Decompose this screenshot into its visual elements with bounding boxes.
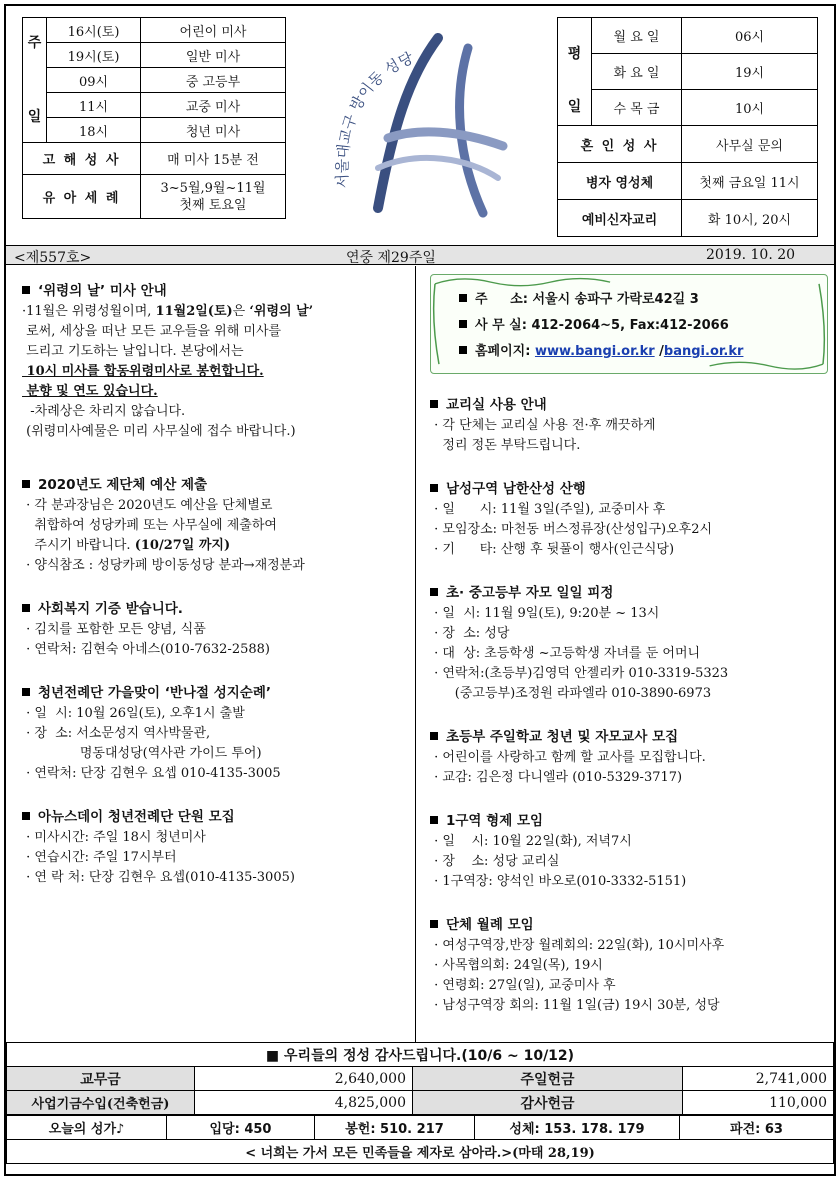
notice-line: · 1구역장: 양석인 바오로(010-3332-5151) (430, 874, 687, 889)
notice-line: · 김치를 포함한 모든 양념, 식품 (22, 622, 206, 637)
weekday-time: 06시 (682, 18, 818, 54)
notice-title: 청년전례단 가을맞이 ‘반나절 성지순례’ (22, 682, 407, 704)
catechism-label: 예비신자교리 (558, 200, 682, 237)
issue-bar (6, 245, 834, 265)
notice-line: 명동대성당(역사관 가이드 투어) (22, 746, 262, 761)
baptism-value (141, 175, 286, 219)
notice-all-souls (22, 280, 407, 442)
marriage-value: 사무실 문의 (682, 126, 818, 163)
baptism-label: 유 아 세 례 (23, 175, 141, 219)
notice-line: · 일 시: 10월 26일(토), 오후1시 출발 (22, 706, 245, 721)
notice-line: 10시 미사를 합동위령미사로 봉헌합니다. (22, 364, 264, 379)
contact-web: 홈페이지: www.bangi.or.kr /bangi.or.kr (459, 339, 817, 365)
notice-title: 단체 월례 모임 (430, 914, 828, 936)
notice-line: · 기 타: 산행 후 뒷풀이 행사(인근식당) (430, 542, 675, 557)
offering-label: 사업기금수입(건축헌금) (7, 1091, 195, 1115)
hymn-offertory: 봉헌: 510. 217 (315, 1116, 475, 1140)
notice-line: 로써, 세상을 떠난 모든 교우들을 위해 미사를 (22, 324, 282, 339)
notice-line: (중고등부)조정원 라파엘라 010-3890-6973 (430, 686, 712, 701)
notice-line: 드리고 기도하는 날입니다. 본당에서는 (22, 344, 244, 359)
column-divider (415, 266, 416, 1042)
notice-line: · 일 시: 11월 3일(주일), 교중미사 후 (430, 502, 666, 517)
notice-line: 취합하여 성당카페 또는 사무실에 제출하여 (22, 518, 277, 533)
right-column (430, 274, 828, 1038)
offering-value: 110,000 (683, 1091, 834, 1115)
notice-line: · 남성구역장 회의: 11월 1일(금) 19시 30분, 성당 (430, 998, 720, 1013)
notice-pilgrimage (22, 682, 407, 784)
sunday-label-2: 일 (23, 93, 47, 143)
scripture-verse: < 너희는 가서 모든 민족들을 제자로 삼아라.>(마태 28,19) (7, 1140, 834, 1164)
mass-name: 중 고등부 (141, 68, 286, 93)
notice-line: · 양식참조 : 성당카페 방이동성당 분과→재정분과 (22, 558, 305, 573)
notice-line: · 교감: 김은정 다니엘라 (010-5329-3717) (430, 770, 683, 785)
offering-section (6, 1042, 834, 1164)
notice-line: · 각 분과장님은 2020년도 예산을 단체별로 (22, 498, 273, 513)
sunday-mass-schedule (22, 17, 286, 219)
notice-line: · 연락처: 김현숙 아네스(010-7632-2588) (22, 642, 270, 657)
homepage-link-2[interactable]: bangi.or.kr (663, 344, 744, 359)
hymn-dismissal: 파견: 63 (680, 1116, 834, 1140)
notice-line: 정리 정돈 부탁드립니다. (430, 438, 581, 453)
sick-value: 첫째 금요일 11시 (682, 163, 818, 200)
notice-line: · 여성구역장,반장 월례회의: 22일(화), 10시미사후 (430, 938, 725, 953)
issue-date: 2019. 10. 20 (706, 247, 796, 263)
notice-title: 1구역 형제 모임 (430, 810, 828, 832)
hymn-entrance: 입당: 450 (167, 1116, 315, 1140)
notice-line: · 연락처: 단장 김현우 요셉 010-4135-3005 (22, 766, 281, 781)
notice-district-meeting (430, 810, 828, 892)
liturgical-week: 연중 제29주일 (346, 250, 436, 266)
weekday-time: 19시 (682, 54, 818, 90)
logo-text: 서울대교구 방이동 성당 (333, 48, 416, 189)
hymn-communion: 성체: 153. 178. 179 (475, 1116, 680, 1140)
mass-time: 09시 (47, 68, 141, 93)
hymn-table (6, 1115, 834, 1164)
offering-value: 2,640,000 (195, 1067, 413, 1091)
baptism-value-line: 3~5월,9월~11월 (160, 180, 266, 196)
catechism-value: 화 10시, 20시 (682, 200, 818, 237)
offering-title: ■ 우리들의 정성 감사드립니다.(10/6 ~ 10/12) (7, 1043, 834, 1067)
notice-line: · 장 소: 서소문성지 역사박물관, (22, 726, 211, 741)
offering-label: 감사헌금 (413, 1091, 683, 1115)
offering-value: 4,825,000 (195, 1091, 413, 1115)
baptism-value-line: 첫째 토요일 (179, 197, 247, 213)
weekday-label-1: 평 (558, 18, 592, 90)
issue-number: <제557호> (14, 250, 92, 266)
sunday-label-1: 주 (23, 18, 47, 68)
notice-welfare (22, 598, 407, 660)
mass-time: 19시(토) (47, 43, 141, 68)
notice-line: · 연령회: 27일(일), 교중미사 후 (430, 978, 616, 993)
notice-line: · 모임장소: 마천동 버스정류장(산성입구)오후2시 (430, 522, 713, 537)
confession-label: 고 해 성 사 (23, 143, 141, 175)
notice-title: 사회복지 기증 받습니다. (22, 598, 407, 620)
notice-hiking (430, 478, 828, 560)
notice-title: ‘위령의 날’ 미사 안내 (22, 280, 407, 302)
offering-label: 주일헌금 (413, 1067, 683, 1091)
mass-name: 어린이 미사 (141, 18, 286, 43)
notice-line: · 연 락 처: 단장 김현우 요셉(010-4135-3005) (22, 870, 295, 885)
notice-title: 교리실 사용 안내 (430, 394, 828, 416)
notice-budget (22, 474, 407, 576)
weekday-day: 월 요 일 (592, 18, 682, 54)
notice-line: · 각 단체는 교리실 사용 전·후 깨끗하게 (430, 418, 656, 433)
offering-value: 2,741,000 (683, 1067, 834, 1091)
notice-agnus-dei (22, 806, 407, 888)
left-column (22, 280, 407, 910)
mass-name: 일반 미사 (141, 43, 286, 68)
notice-line: · 사목협의회: 24일(목), 19시 (430, 958, 603, 973)
confession-value: 매 미사 15분 전 (141, 143, 286, 175)
notice-line: · 연락처:(초등부)김영덕 안젤리카 010-3319-5323 (430, 666, 729, 681)
weekday-mass-schedule (557, 17, 818, 237)
offering-label: 교무금 (7, 1067, 195, 1091)
notice-line: · 연습시간: 주일 17시부터 (22, 850, 177, 865)
contact-address: 주 소: 서울시 송파구 가락로42길 3 (459, 287, 817, 313)
notice-monthly-meetings (430, 914, 828, 1016)
notice-title: 2020년도 제단체 예산 제출 (22, 474, 407, 496)
notice-line: · 일 시: 10월 22일(화), 저녁7시 (430, 834, 632, 849)
notice-title: 초등부 주일학교 청년 및 자모교사 모집 (430, 726, 828, 748)
notice-line: ·11월은 위령성월이며, 11월2일(토)은 ‘위령의 날’ (22, 304, 314, 319)
notice-line: · 대 상: 초등학생 ~고등학생 자녀를 둔 어머니 (430, 646, 701, 661)
mass-name: 교중 미사 (141, 93, 286, 118)
mass-time: 11시 (47, 93, 141, 118)
notice-line: 주시기 바랍니다. (10/27일 까지) (22, 538, 231, 553)
notice-title: 남성구역 남한산성 산행 (430, 478, 828, 500)
notice-line: · 장 소: 성당 교리실 (430, 854, 560, 869)
notice-teachers (430, 726, 828, 788)
notice-line: -차례상은 차리지 않습니다. (22, 404, 186, 419)
notice-line: 분향 및 연도 있습니다. (22, 384, 158, 399)
mass-name: 청년 미사 (141, 118, 286, 143)
mass-time: 18시 (47, 118, 141, 143)
homepage-link-1[interactable]: www.bangi.or.kr (534, 344, 655, 359)
marriage-label: 혼 인 성 사 (558, 126, 682, 163)
sick-label: 병자 영성체 (558, 163, 682, 200)
notice-title: 아뉴스데이 청년전례단 단원 모집 (22, 806, 407, 828)
notice-line: · 어린이를 사랑하고 함께 할 교사를 모집합니다. (430, 750, 706, 765)
notice-classroom (430, 394, 828, 456)
contact-office: 사 무 실: 412-2064~5, Fax:412-2066 (459, 313, 817, 339)
notice-title: 초· 중고등부 자모 일일 피정 (430, 582, 828, 604)
offering-table (6, 1042, 834, 1115)
weekday-day: 화 요 일 (592, 54, 682, 90)
weekday-time: 10시 (682, 90, 818, 126)
notice-line: · 일 시: 11월 9일(토), 9:20분 ~ 13시 (430, 606, 660, 621)
weekday-day: 수 목 금 (592, 90, 682, 126)
hymn-label: 오늘의 성가♪ (7, 1116, 167, 1140)
mass-time: 16시(토) (47, 18, 141, 43)
parish-logo (318, 18, 518, 218)
weekday-label-2: 일 (558, 90, 592, 126)
notice-retreat (430, 582, 828, 704)
contact-box (430, 274, 828, 374)
notice-line: (위령미사예물은 미리 사무실에 접수 바랍니다.) (22, 424, 296, 439)
notice-line: · 미사시간: 주일 18시 청년미사 (22, 830, 206, 845)
notice-line: · 장 소: 성당 (430, 626, 510, 641)
